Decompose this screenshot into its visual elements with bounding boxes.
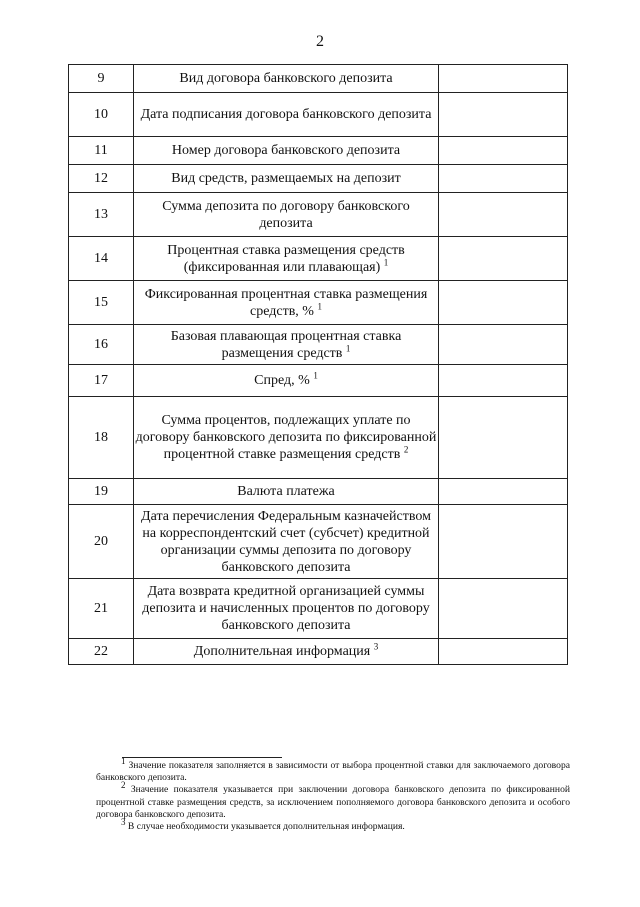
row-number: 12 [69, 165, 134, 193]
table-row [69, 479, 568, 505]
row-number: 16 [69, 325, 134, 365]
row-value-cell [439, 505, 568, 579]
page-number: 2 [316, 33, 324, 50]
table-row [69, 505, 568, 579]
row-number: 18 [69, 397, 134, 479]
footnote [96, 755, 571, 784]
table-row [69, 193, 568, 237]
footnote-ref: 1 [313, 370, 318, 381]
row-label-text: Базовая плавающая процентная ставка размещения средств [170, 328, 402, 361]
row-label-text: Вид средств, размещаемых на депозит [171, 171, 401, 186]
row-label [134, 397, 439, 479]
footnote [96, 816, 570, 833]
footnote-ref: 1 [317, 300, 322, 311]
row-number: 15 [69, 281, 134, 325]
table-row [69, 65, 568, 93]
table-row [69, 365, 568, 397]
row-label-text: Дата перечисления Федеральным казначейством на корреспондентский счет (субсчет) кредитной организации суммы депозита по договору банковского депозита [141, 508, 431, 575]
footnote-ref: 2 [403, 444, 409, 455]
footnote-text: Значение показателя заполняется в зависимости от выбора процентной ставки для заключаемого договора банковского депозита. [96, 760, 571, 784]
row-value-cell [439, 365, 568, 397]
row-number: 21 [69, 579, 134, 639]
row-label [134, 639, 439, 665]
footnote-mark: 3 [121, 816, 126, 827]
table-row [69, 325, 568, 365]
row-value-cell [439, 281, 568, 325]
row-number: 11 [69, 137, 134, 165]
deposit-info-table [68, 64, 568, 665]
table-row [69, 397, 568, 479]
row-value-cell [439, 137, 568, 165]
table-row [69, 137, 568, 165]
row-label-text: Дополнительная информация [193, 644, 371, 659]
row-label-text: Спред, % [254, 373, 310, 388]
footnote-divider [122, 757, 282, 758]
footnote-text: Значение показателя указывается при заключении договора банковского депозита по фиксированной процентной ставке размещения средств, за исключением пополняемого договора банковского депозита и особого договора банковского депозита. [96, 784, 570, 820]
row-label [134, 281, 439, 325]
footnotes [96, 755, 571, 833]
row-number: 17 [69, 365, 134, 397]
footnote-ref: 1 [345, 342, 351, 353]
row-label [134, 165, 439, 193]
footnote-ref: 3 [373, 641, 379, 652]
row-value-cell [439, 93, 568, 137]
row-label-text: Сумма процентов, подлежащих уплате по договору банковского депозита по фиксированной процентной ставке размещения средств [135, 413, 437, 462]
table-row [69, 639, 568, 665]
row-label [134, 193, 439, 237]
row-label [134, 505, 439, 579]
row-number: 20 [69, 505, 134, 579]
row-number: 10 [69, 93, 134, 137]
row-label [134, 137, 439, 165]
row-number: 19 [69, 479, 134, 505]
row-value-cell [439, 639, 568, 665]
row-label-text: Номер договора банковского депозита [171, 143, 401, 158]
row-number: 14 [69, 237, 134, 281]
row-label-text: Сумма депозита по договору банковского депозита [162, 198, 410, 231]
row-label-text: Процентная ставка размещения средств (фиксированная или плавающая) [167, 242, 405, 275]
row-label [134, 579, 439, 639]
row-label [134, 365, 439, 397]
row-number: 9 [69, 65, 134, 93]
row-label [134, 65, 439, 93]
row-value-cell [439, 579, 568, 639]
footnote-text: В случае необходимости указывается дополнительная информация. [127, 821, 405, 833]
row-number: 13 [69, 193, 134, 237]
table-row [69, 579, 568, 639]
row-label [134, 93, 439, 137]
row-label-text: Валюта платежа [237, 484, 335, 499]
row-value-cell [439, 65, 568, 93]
row-label-text: Дата возврата кредитной организацией суммы депозита и начисленных процентов по договору банковского депозита [142, 584, 430, 633]
footnote-ref: 1 [383, 256, 389, 267]
footnote [96, 780, 570, 821]
row-value-cell [439, 165, 568, 193]
table-row [69, 281, 568, 325]
row-value-cell [439, 325, 568, 365]
table-row [69, 165, 568, 193]
row-value-cell [439, 397, 568, 479]
row-label-text: Фиксированная процентная ставка размещения средств, % [144, 286, 428, 319]
row-label [134, 237, 439, 281]
row-value-cell [439, 479, 568, 505]
row-value-cell [439, 237, 568, 281]
row-label [134, 325, 439, 365]
footnote-mark: 1 [121, 755, 126, 766]
table-row [69, 93, 568, 137]
row-number: 22 [69, 639, 134, 665]
row-value-cell [439, 193, 568, 237]
footnote-mark: 2 [121, 780, 126, 791]
row-label-text: Дата подписания договора банковского депозита [140, 107, 432, 122]
table-row [69, 237, 568, 281]
row-label-text: Вид договора банковского депозита [179, 71, 393, 86]
row-label [134, 479, 439, 505]
